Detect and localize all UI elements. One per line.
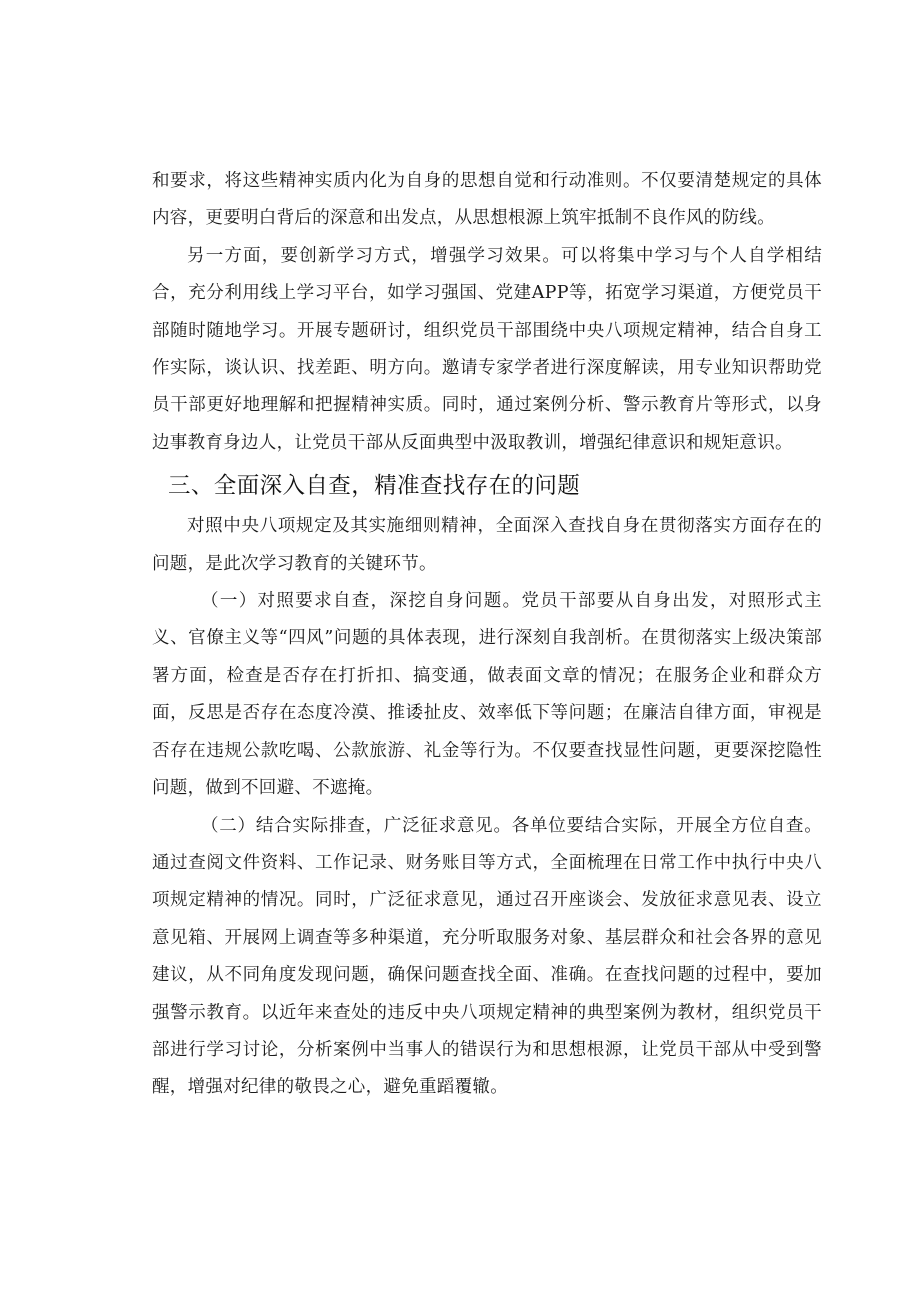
paragraph-continuation: 和要求，将这些精神实质内化为自身的思想自觉和行动准则。不仅要清楚规定的具体内容，更要明白背后的深意和出发点，从思想根源上筑牢抵制不良作风的防线。 <box>152 171 822 229</box>
document-body <box>152 163 822 1107</box>
paragraph-learning-methods: 另一方面，要创新学习方式，增强学习效果。可以将集中学习与个人自学相结合，充分利用线上学习平台，如学习强国、党建APP等，拓宽学习渠道，方便党员干部随时随地学习。开展专题研讨，组织党员干部围绕中央八项规定精神，结合自身工作实际，谈认识、找差距、明方向。邀请专家学者进行深度解读，用专业知识帮助党员干部更好地理解和把握精神实质。同时，通过案例分析、警示教育片等形式，以身边事教育身边人，让党员干部从反面典型中汲取教训，增强纪律意识和规矩意识。 <box>152 245 822 453</box>
section-heading: 三、全面深入自查，精准查找存在的问题 <box>168 473 581 500</box>
paragraph-section-intro: 对照中央八项规定及其实施细则精神，全面深入查找自身在贯彻落实方面存在的问题，是此次学习教育的关键环节。 <box>152 516 822 574</box>
paragraph-investigation: （二）结合实际排查，广泛征求意见。各单位要结合实际，开展全方位自查。通过查阅文件资料、工作记录、财务账目等方式，全面梳理在日常工作中执行中央八项规定精神的情况。同时，广泛征求意见，通过召开座谈会、发放征求意见表、设立意见箱、开展网上调查等多种渠道，充分听取服务对象、基层群众和社会各界的意见建议，从不同角度发现问题，确保问题查找全面、准确。在查找问题的过程中，要加强警示教育。以近年来查处的违反中央八项规定精神的典型案例为教材，组织党员干部进行学习讨论，分析案例中当事人的错误行为和思想根源，让党员干部从中受到警醒，增强对纪律的敬畏之心，避免重蹈覆辙。 <box>152 815 822 1098</box>
paragraph-self-check: （一）对照要求自查，深挖自身问题。党员干部要从自身出发，对照形式主义、官僚主义等“四风”问题的具体表现，进行深刻自我剖析。在贯彻落实上级决策部署方面，检查是否存在打折扣、搞变通，做表面文章的情况；在服务企业和群众方面，反思是否存在态度冷漠、推诿扯皮、效率低下等问题；在廉洁自律方面，审视是否存在违规公款吃喝、公款旅游、礼金等行为。不仅要查找显性问题，更要深挖隐性问题，做到不回避、不遮掩。 <box>152 591 822 799</box>
